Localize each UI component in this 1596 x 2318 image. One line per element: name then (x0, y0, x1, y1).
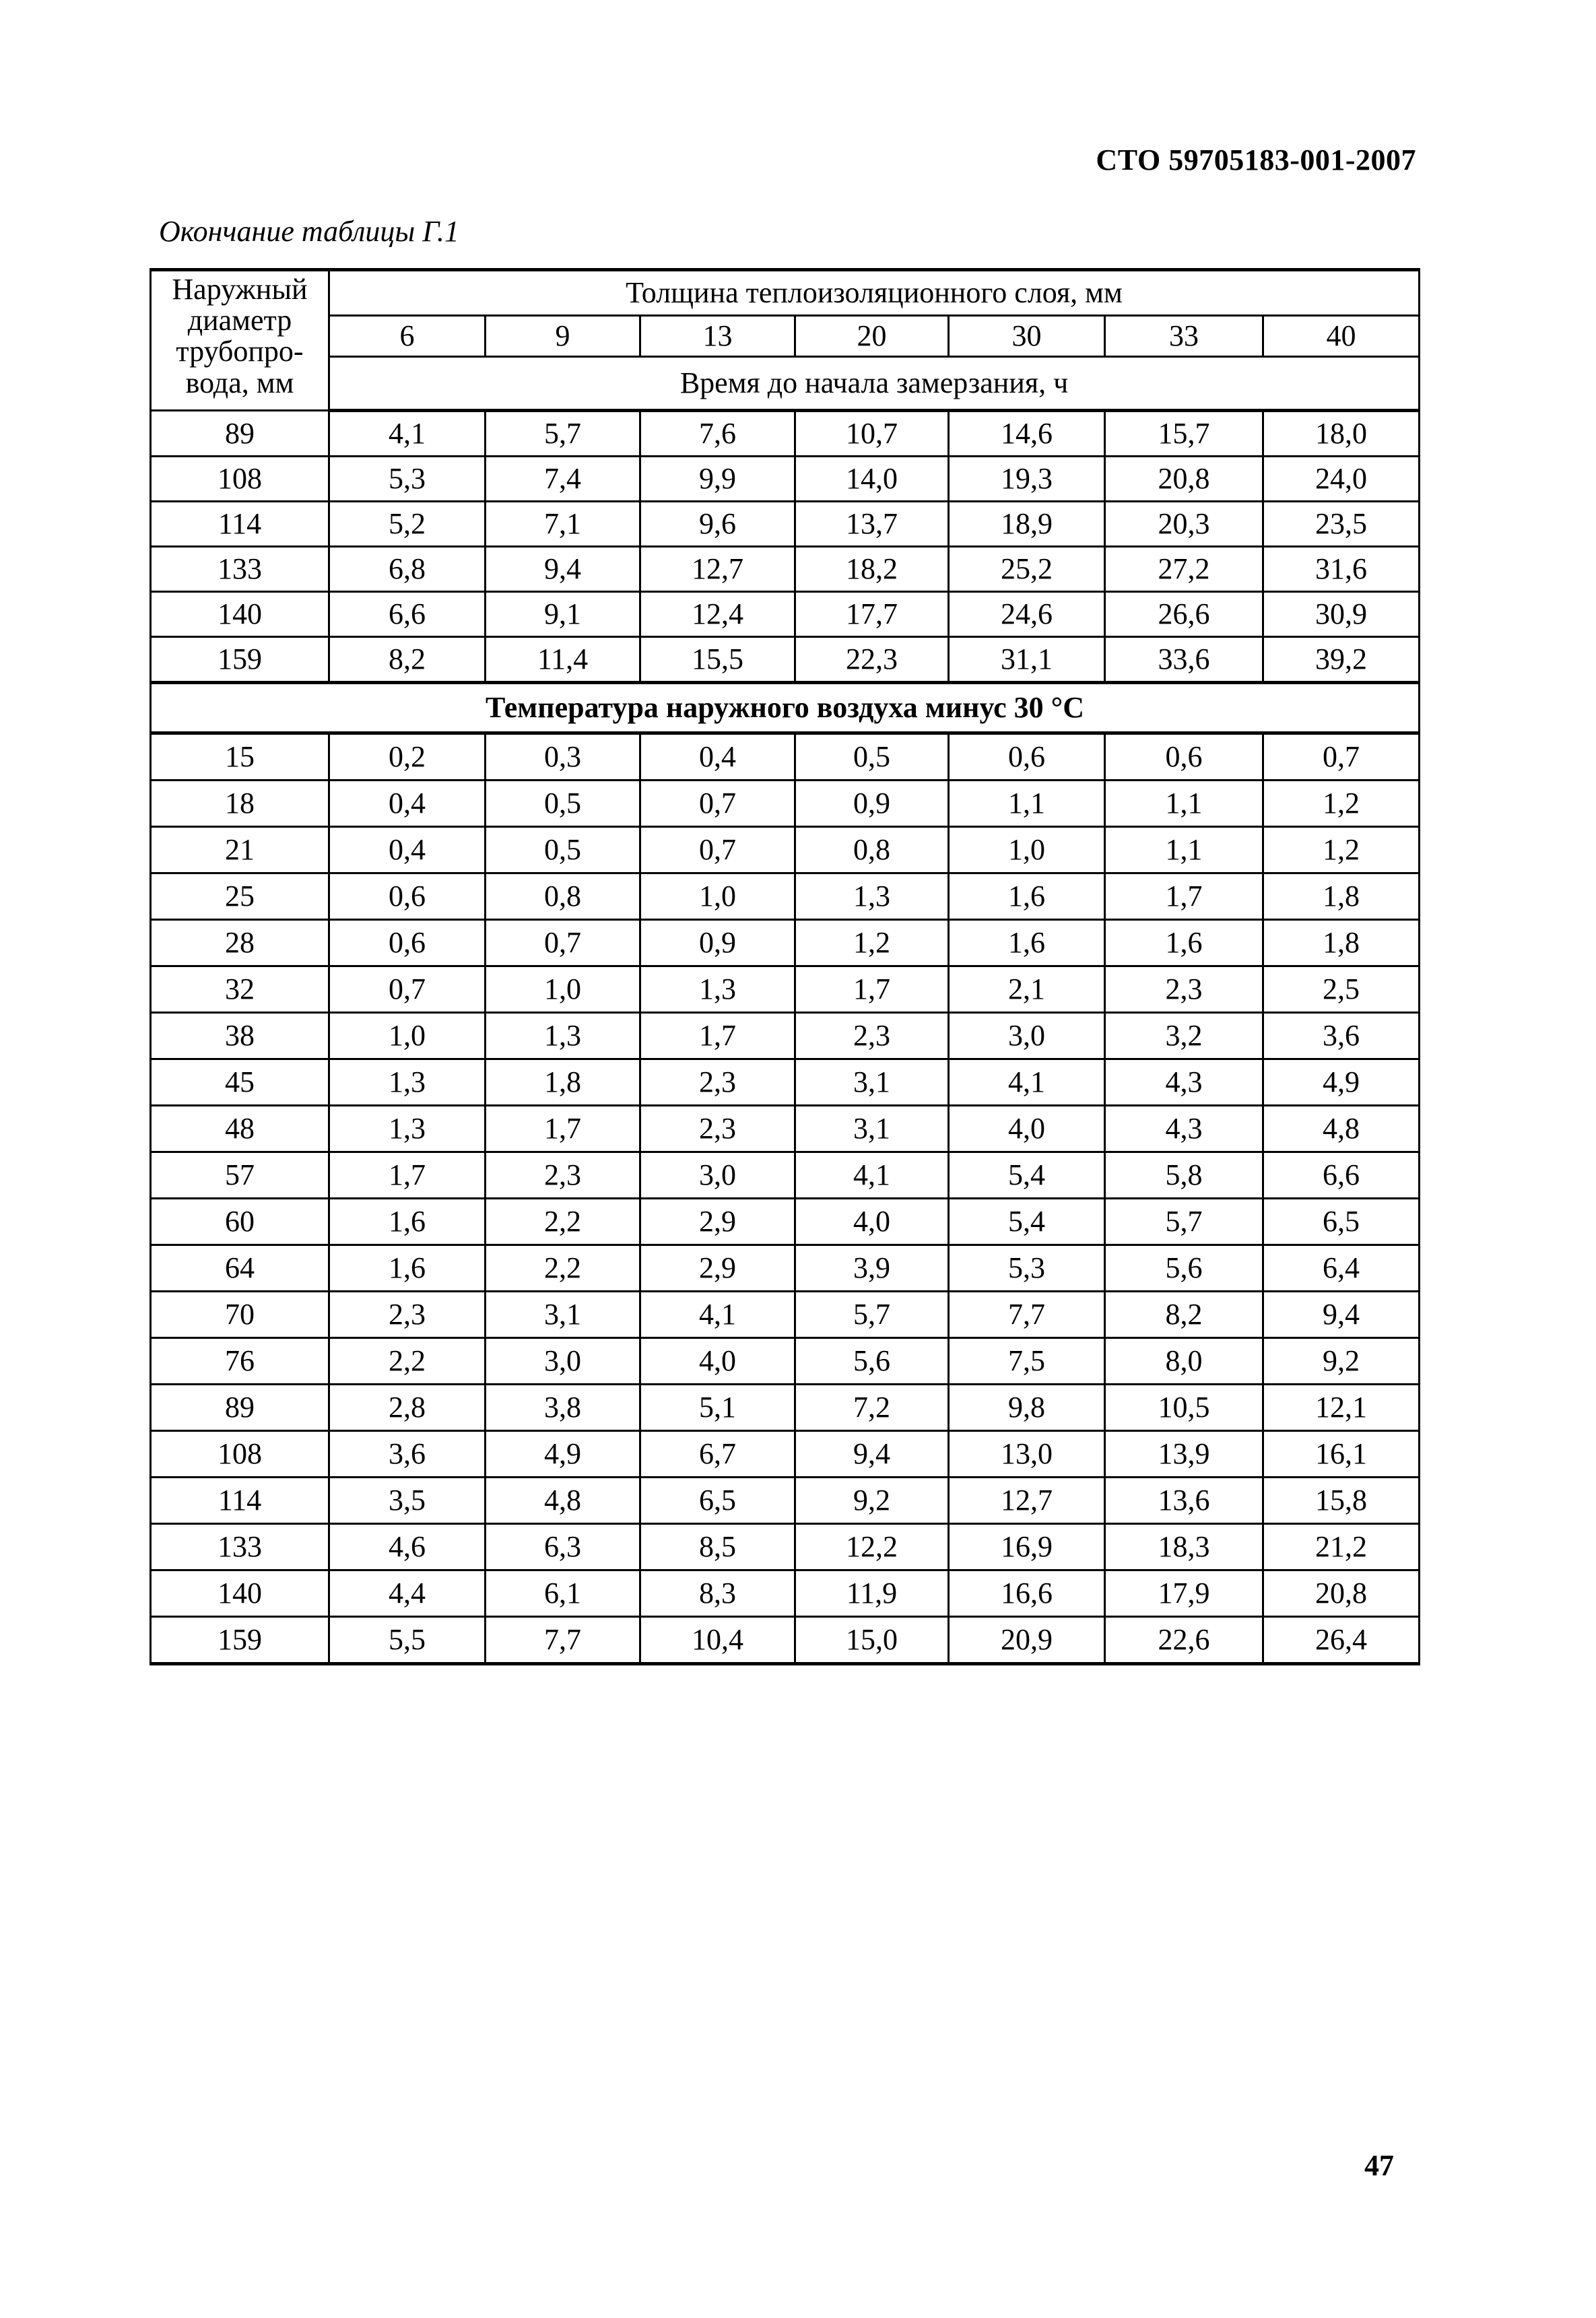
time-cell: 26,4 (1263, 1617, 1420, 1664)
time-cell: 1,2 (1263, 781, 1420, 827)
time-cell: 1,3 (486, 1013, 640, 1059)
time-cell: 0,7 (1263, 733, 1420, 781)
time-cell: 1,7 (1105, 873, 1263, 920)
time-cell: 1,3 (640, 966, 795, 1013)
time-cell: 4,8 (486, 1478, 640, 1524)
table-row (151, 733, 1420, 781)
time-cell: 6,5 (1263, 1199, 1420, 1245)
time-cell: 0,7 (486, 920, 640, 966)
time-cell: 2,3 (795, 1013, 949, 1059)
table-row (151, 592, 1420, 637)
time-cell: 10,5 (1105, 1385, 1263, 1431)
table-row (151, 457, 1420, 502)
time-cell: 6,7 (640, 1431, 795, 1478)
diameter-cell: 18 (151, 781, 329, 827)
time-cell: 3,0 (949, 1013, 1105, 1059)
time-cell: 1,1 (949, 781, 1105, 827)
table-row (151, 1292, 1420, 1338)
time-cell: 5,3 (949, 1245, 1105, 1292)
diameter-header-line-2: диаметр (187, 304, 292, 337)
table-row (151, 1199, 1420, 1245)
time-cell: 20,9 (949, 1617, 1105, 1664)
time-cell: 5,4 (949, 1152, 1105, 1199)
time-cell: 4,1 (795, 1152, 949, 1199)
time-cell: 7,7 (949, 1292, 1105, 1338)
time-cell: 2,3 (329, 1292, 486, 1338)
time-cell: 9,6 (640, 502, 795, 547)
time-cell: 6,6 (329, 592, 486, 637)
time-cell: 4,0 (949, 1106, 1105, 1152)
diameter-cell: 21 (151, 827, 329, 873)
diameter-cell: 114 (151, 502, 329, 547)
time-cell: 1,3 (329, 1106, 486, 1152)
time-cell: 18,2 (795, 547, 949, 592)
time-cell: 1,6 (329, 1245, 486, 1292)
time-cell: 13,6 (1105, 1478, 1263, 1524)
time-cell: 6,3 (486, 1524, 640, 1570)
time-cell: 0,9 (795, 781, 949, 827)
time-cell: 0,7 (640, 781, 795, 827)
time-cell: 15,5 (640, 637, 795, 683)
time-cell: 15,8 (1263, 1478, 1420, 1524)
table-row (151, 1385, 1420, 1431)
time-cell: 9,4 (795, 1431, 949, 1478)
diameter-header-line-3: трубопро- (176, 335, 304, 368)
time-cell: 6,4 (1263, 1245, 1420, 1292)
table-row (151, 827, 1420, 873)
diameter-cell: 133 (151, 547, 329, 592)
time-cell: 9,1 (486, 592, 640, 637)
diameter-cell: 38 (151, 1013, 329, 1059)
time-cell: 16,6 (949, 1570, 1105, 1617)
diameter-cell: 25 (151, 873, 329, 920)
time-cell: 1,2 (795, 920, 949, 966)
time-cell: 5,7 (1105, 1199, 1263, 1245)
time-cell: 1,7 (640, 1013, 795, 1059)
time-cell: 0,4 (640, 733, 795, 781)
time-cell: 5,7 (795, 1292, 949, 1338)
time-cell: 1,1 (1105, 827, 1263, 873)
time-cell: 8,0 (1105, 1338, 1263, 1385)
time-cell: 33,6 (1105, 637, 1263, 683)
time-cell: 12,1 (1263, 1385, 1420, 1431)
time-cell: 30,9 (1263, 592, 1420, 637)
time-cell: 22,3 (795, 637, 949, 683)
time-cell: 2,2 (486, 1199, 640, 1245)
time-cell: 2,9 (640, 1199, 795, 1245)
thickness-value: 30 (949, 316, 1105, 357)
time-cell: 15,7 (1105, 411, 1263, 457)
table-row (151, 411, 1420, 457)
time-cell: 3,1 (486, 1292, 640, 1338)
time-cell: 21,2 (1263, 1524, 1420, 1570)
time-cell: 9,2 (795, 1478, 949, 1524)
time-cell: 4,9 (1263, 1059, 1420, 1106)
time-cell: 16,9 (949, 1524, 1105, 1570)
table-row (151, 547, 1420, 592)
table-row (151, 873, 1420, 920)
time-cell: 0,5 (486, 781, 640, 827)
time-cell: 1,6 (949, 873, 1105, 920)
table-row (151, 920, 1420, 966)
time-cell: 1,6 (949, 920, 1105, 966)
thickness-header: Толщина теплоизоляционного слоя, мм (329, 270, 1420, 316)
time-cell: 1,7 (486, 1106, 640, 1152)
time-cell: 12,7 (949, 1478, 1105, 1524)
time-cell: 1,2 (1263, 827, 1420, 873)
diameter-cell: 108 (151, 457, 329, 502)
time-cell: 7,2 (795, 1385, 949, 1431)
time-cell: 8,2 (1105, 1292, 1263, 1338)
time-cell: 2,2 (486, 1245, 640, 1292)
time-cell: 1,8 (1263, 873, 1420, 920)
time-cell: 5,6 (795, 1338, 949, 1385)
time-cell: 0,6 (1105, 733, 1263, 781)
time-cell: 4,9 (486, 1431, 640, 1478)
time-cell: 1,3 (329, 1059, 486, 1106)
time-cell: 11,9 (795, 1570, 949, 1617)
diameter-cell: 159 (151, 637, 329, 683)
time-cell: 1,8 (1263, 920, 1420, 966)
thickness-value: 20 (795, 316, 949, 357)
diameter-cell: 89 (151, 411, 329, 457)
table-row (151, 1013, 1420, 1059)
time-cell: 2,3 (640, 1059, 795, 1106)
diameter-cell: 45 (151, 1059, 329, 1106)
time-cell: 5,3 (329, 457, 486, 502)
table-row (151, 1478, 1420, 1524)
time-cell: 12,2 (795, 1524, 949, 1570)
time-header: Время до начала замерзания, ч (329, 357, 1420, 411)
time-cell: 1,0 (486, 966, 640, 1013)
time-cell: 5,6 (1105, 1245, 1263, 1292)
time-cell: 9,2 (1263, 1338, 1420, 1385)
diameter-cell: 64 (151, 1245, 329, 1292)
time-cell: 6,6 (1263, 1152, 1420, 1199)
diameter-cell: 89 (151, 1385, 329, 1431)
diameter-cell: 48 (151, 1106, 329, 1152)
thickness-value: 40 (1263, 316, 1420, 357)
time-cell: 2,3 (486, 1152, 640, 1199)
time-cell: 3,8 (486, 1385, 640, 1431)
time-cell: 7,5 (949, 1338, 1105, 1385)
time-cell: 0,2 (329, 733, 486, 781)
time-cell: 12,7 (640, 547, 795, 592)
time-cell: 24,0 (1263, 457, 1420, 502)
section-title: Температура наружного воздуха минус 30 °С (151, 683, 1420, 733)
time-cell: 4,0 (795, 1199, 949, 1245)
time-cell: 6,5 (640, 1478, 795, 1524)
time-cell: 5,1 (640, 1385, 795, 1431)
time-cell: 0,6 (329, 873, 486, 920)
table-row (151, 637, 1420, 683)
diameter-cell: 15 (151, 733, 329, 781)
diameter-cell: 159 (151, 1617, 329, 1664)
time-cell: 3,2 (1105, 1013, 1263, 1059)
time-cell: 1,7 (329, 1152, 486, 1199)
time-cell: 4,1 (640, 1292, 795, 1338)
diameter-cell: 140 (151, 592, 329, 637)
time-cell: 18,3 (1105, 1524, 1263, 1570)
time-cell: 3,0 (640, 1152, 795, 1199)
time-cell: 1,0 (949, 827, 1105, 873)
time-cell: 2,2 (329, 1338, 486, 1385)
time-cell: 2,3 (640, 1106, 795, 1152)
time-cell: 1,1 (1105, 781, 1263, 827)
time-cell: 1,7 (795, 966, 949, 1013)
time-cell: 14,0 (795, 457, 949, 502)
time-cell: 0,8 (486, 873, 640, 920)
time-cell: 0,7 (640, 827, 795, 873)
time-cell: 14,6 (949, 411, 1105, 457)
diameter-cell: 133 (151, 1524, 329, 1570)
time-cell: 4,6 (329, 1524, 486, 1570)
thickness-value: 33 (1105, 316, 1263, 357)
section-row (151, 683, 1420, 733)
diameter-column-header (151, 270, 329, 411)
time-cell: 1,0 (329, 1013, 486, 1059)
document-code: СТО 59705183-001-2007 (1096, 143, 1416, 176)
time-cell: 3,5 (329, 1478, 486, 1524)
time-cell: 20,8 (1263, 1570, 1420, 1617)
time-cell: 3,1 (795, 1106, 949, 1152)
time-cell: 4,3 (1105, 1106, 1263, 1152)
time-cell: 15,0 (795, 1617, 949, 1664)
time-cell: 13,0 (949, 1431, 1105, 1478)
thickness-value: 9 (486, 316, 640, 357)
table-row (151, 1570, 1420, 1617)
time-cell: 10,4 (640, 1617, 795, 1664)
time-cell: 5,5 (329, 1617, 486, 1664)
time-cell: 39,2 (1263, 637, 1420, 683)
time-cell: 20,3 (1105, 502, 1263, 547)
table-caption: Окончание таблицы Г.1 (159, 215, 459, 248)
time-cell: 18,0 (1263, 411, 1420, 457)
time-cell: 19,3 (949, 457, 1105, 502)
time-cell: 9,8 (949, 1385, 1105, 1431)
time-cell: 9,4 (1263, 1292, 1420, 1338)
time-cell: 2,3 (1105, 966, 1263, 1013)
time-cell: 4,0 (640, 1338, 795, 1385)
diameter-cell: 76 (151, 1338, 329, 1385)
time-cell: 8,5 (640, 1524, 795, 1570)
time-cell: 0,6 (329, 920, 486, 966)
time-cell: 1,6 (1105, 920, 1263, 966)
time-cell: 0,9 (640, 920, 795, 966)
thickness-value: 6 (329, 316, 486, 357)
time-cell: 5,8 (1105, 1152, 1263, 1199)
time-cell: 12,4 (640, 592, 795, 637)
time-cell: 16,1 (1263, 1431, 1420, 1478)
time-cell: 3,0 (486, 1338, 640, 1385)
time-cell: 8,3 (640, 1570, 795, 1617)
time-cell: 27,2 (1105, 547, 1263, 592)
diameter-cell: 140 (151, 1570, 329, 1617)
table-row (151, 502, 1420, 547)
time-cell: 25,2 (949, 547, 1105, 592)
diameter-header-line-4: вода, мм (185, 366, 294, 399)
time-cell: 2,8 (329, 1385, 486, 1431)
time-cell: 0,8 (795, 827, 949, 873)
time-cell: 4,4 (329, 1570, 486, 1617)
table-row (151, 1106, 1420, 1152)
table-row (151, 1338, 1420, 1385)
time-cell: 7,7 (486, 1617, 640, 1664)
table-row (151, 1245, 1420, 1292)
time-cell: 7,4 (486, 457, 640, 502)
time-cell: 26,6 (1105, 592, 1263, 637)
time-cell: 5,4 (949, 1199, 1105, 1245)
time-cell: 0,4 (329, 827, 486, 873)
table-row (151, 781, 1420, 827)
time-cell: 31,6 (1263, 547, 1420, 592)
table-row (151, 1431, 1420, 1478)
diameter-cell: 114 (151, 1478, 329, 1524)
time-cell: 24,6 (949, 592, 1105, 637)
time-cell: 20,8 (1105, 457, 1263, 502)
time-cell: 0,5 (795, 733, 949, 781)
time-cell: 23,5 (1263, 502, 1420, 547)
time-cell: 0,5 (486, 827, 640, 873)
table-row (151, 1059, 1420, 1106)
time-cell: 7,6 (640, 411, 795, 457)
time-cell: 1,8 (486, 1059, 640, 1106)
diameter-cell: 60 (151, 1199, 329, 1245)
time-cell: 1,0 (640, 873, 795, 920)
time-cell: 13,7 (795, 502, 949, 547)
time-cell: 1,6 (329, 1199, 486, 1245)
time-cell: 0,3 (486, 733, 640, 781)
diameter-cell: 108 (151, 1431, 329, 1478)
time-cell: 3,6 (1263, 1013, 1420, 1059)
time-cell: 6,1 (486, 1570, 640, 1617)
time-cell: 17,9 (1105, 1570, 1263, 1617)
time-cell: 1,3 (795, 873, 949, 920)
time-cell: 4,1 (329, 411, 486, 457)
time-cell: 0,4 (329, 781, 486, 827)
time-cell: 8,2 (329, 637, 486, 683)
time-cell: 9,4 (486, 547, 640, 592)
table-row (151, 1617, 1420, 1664)
time-cell: 17,7 (795, 592, 949, 637)
time-cell: 22,6 (1105, 1617, 1263, 1664)
time-cell: 0,6 (949, 733, 1105, 781)
diameter-cell: 28 (151, 920, 329, 966)
time-cell: 0,7 (329, 966, 486, 1013)
time-cell: 11,4 (486, 637, 640, 683)
diameter-cell: 32 (151, 966, 329, 1013)
freezing-time-table (149, 268, 1420, 1665)
time-cell: 5,7 (486, 411, 640, 457)
time-cell: 4,8 (1263, 1106, 1420, 1152)
time-cell: 2,9 (640, 1245, 795, 1292)
time-cell: 3,6 (329, 1431, 486, 1478)
time-cell: 31,1 (949, 637, 1105, 683)
diameter-cell: 70 (151, 1292, 329, 1338)
table-row (151, 1152, 1420, 1199)
page-number: 47 (1364, 2149, 1394, 2182)
time-cell: 13,9 (1105, 1431, 1263, 1478)
time-cell: 9,9 (640, 457, 795, 502)
time-cell: 5,2 (329, 502, 486, 547)
time-cell: 7,1 (486, 502, 640, 547)
table-row (151, 1524, 1420, 1570)
time-cell: 3,9 (795, 1245, 949, 1292)
table-row (151, 966, 1420, 1013)
time-cell: 18,9 (949, 502, 1105, 547)
time-cell: 6,8 (329, 547, 486, 592)
time-cell: 4,1 (949, 1059, 1105, 1106)
time-cell: 4,3 (1105, 1059, 1263, 1106)
time-cell: 2,5 (1263, 966, 1420, 1013)
time-cell: 2,1 (949, 966, 1105, 1013)
time-cell: 3,1 (795, 1059, 949, 1106)
thickness-value: 13 (640, 316, 795, 357)
time-cell: 10,7 (795, 411, 949, 457)
diameter-header-line-1: Наружный (172, 273, 308, 306)
diameter-cell: 57 (151, 1152, 329, 1199)
